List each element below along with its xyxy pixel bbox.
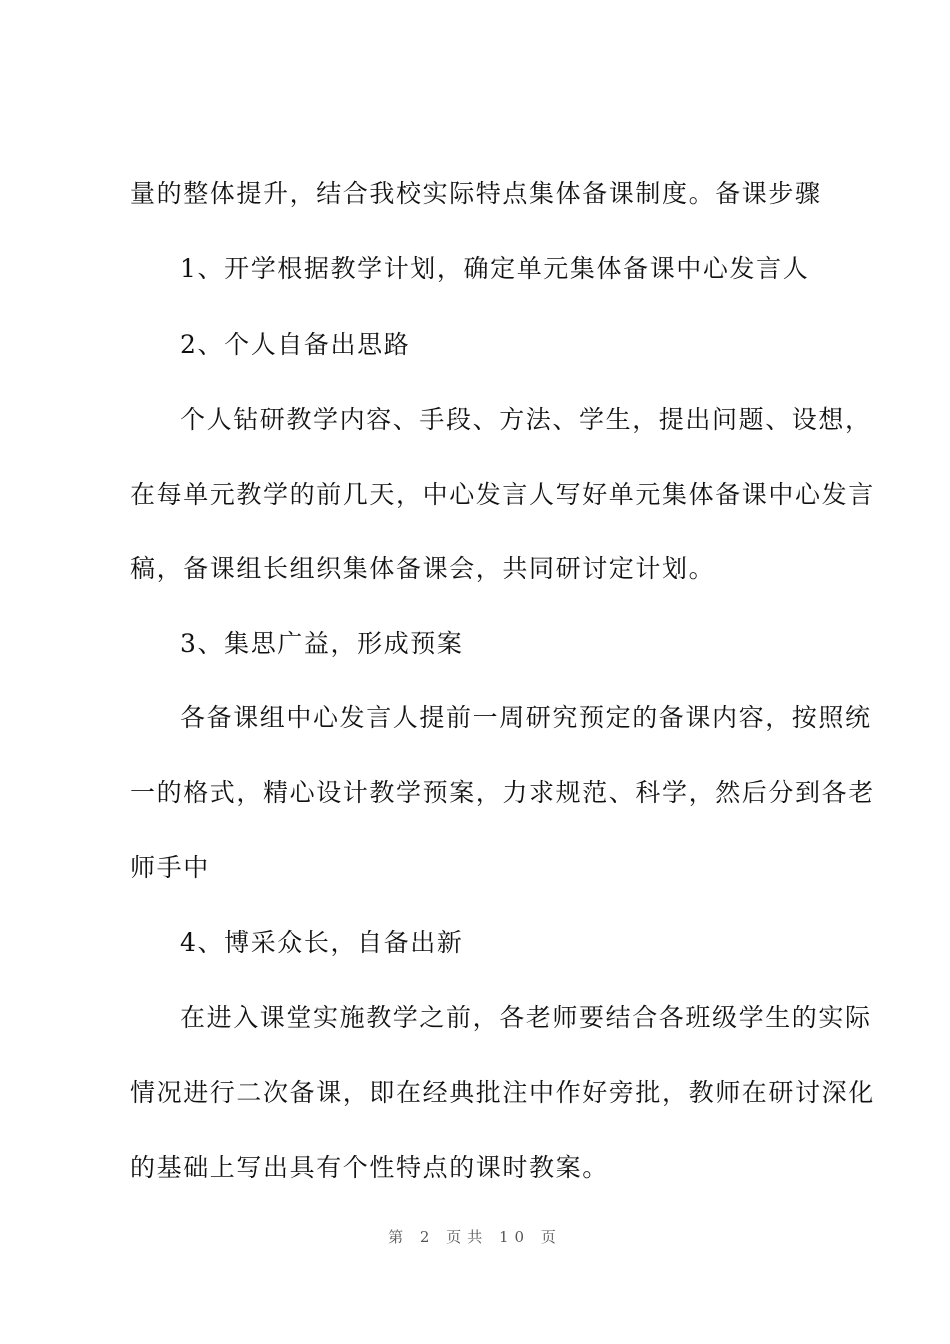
body-line: 在每单元教学的前几天，中心发言人写好单元集体备课中心发言 — [130, 480, 875, 509]
page-number-footer: 第 2 页共 10 页 — [388, 1228, 562, 1246]
body-line: 各备课组中心发言人提前一周研究预定的备课内容，按照统 — [180, 703, 872, 732]
body-line: 一的格式，精心设计教学预案，力求规范、科学，然后分到各老 — [130, 778, 875, 807]
step-heading: 2、个人自备出思路 — [180, 330, 411, 359]
body-line: 情况进行二次备课，即在经典批注中作好旁批，教师在研讨深化 — [130, 1078, 875, 1107]
body-line: 量的整体提升，结合我校实际特点集体备课制度。备课步骤 — [130, 179, 822, 208]
body-line: 的基础上写出具有个性特点的课时教案。 — [130, 1153, 609, 1182]
body-line: 稿，备课组长组织集体备课会，共同研讨定计划。 — [130, 554, 716, 583]
body-line: 师手中 — [130, 853, 210, 882]
step-heading: 1、开学根据教学计划，确定单元集体备课中心发言人 — [180, 254, 810, 283]
step-heading: 3、集思广益，形成预案 — [180, 629, 464, 658]
body-line: 个人钻研教学内容、手段、方法、学生，提出问题、设想， — [180, 405, 872, 434]
body-line: 在进入课堂实施教学之前，各老师要结合各班级学生的实际 — [180, 1003, 872, 1032]
step-heading: 4、博采众长，自备出新 — [180, 928, 464, 957]
